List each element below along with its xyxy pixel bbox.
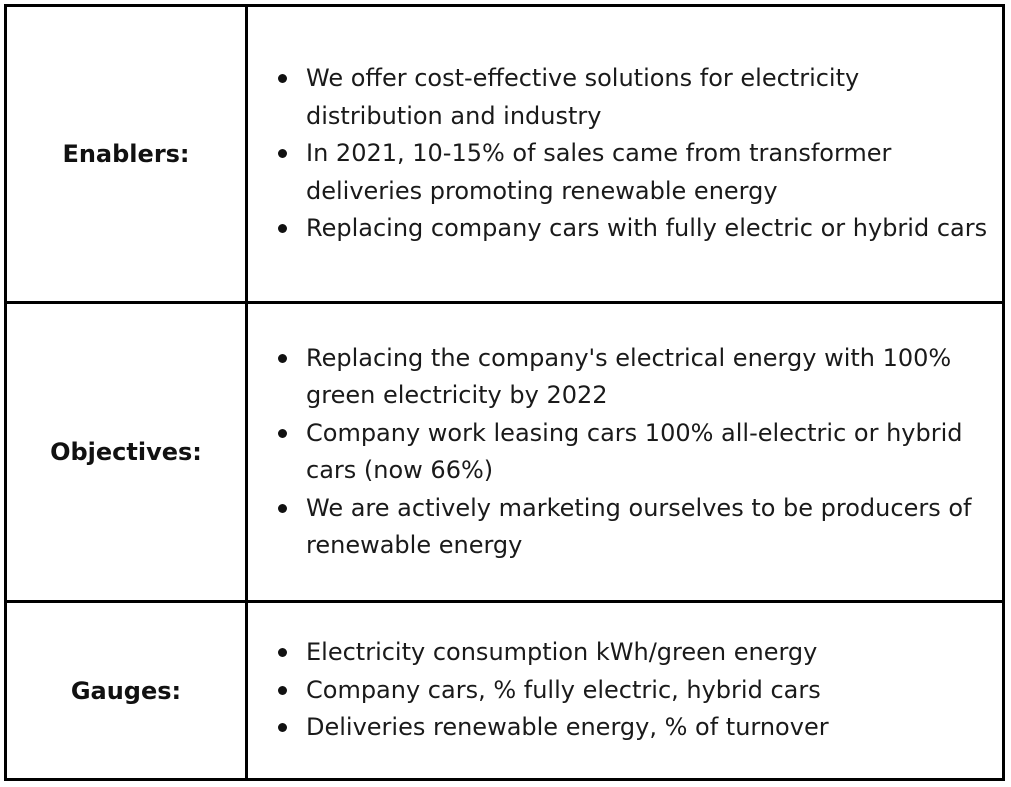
objectives-label: Objectives: (50, 438, 202, 466)
bullet-icon (278, 648, 287, 657)
gauges-label: Gauges: (70, 676, 182, 705)
list-item-text: We are actively marketing ourselves to be producers of renewable energy (306, 493, 972, 559)
list-item (276, 60, 992, 135)
enablers-label-cell (7, 7, 248, 304)
sustainability-table (4, 4, 1005, 781)
list-item-text: Replacing the company's electrical energy with 100% green electricity by 2022 (306, 343, 952, 409)
list-item (276, 634, 829, 672)
list-item-text: Deliveries renewable energy, % of turnover (306, 713, 829, 742)
list-item (276, 135, 992, 210)
objectives-content-cell (248, 304, 1002, 603)
bullet-icon (278, 74, 287, 83)
bullet-icon (278, 354, 287, 363)
gauges-label-cell (7, 603, 248, 778)
bullet-icon (278, 429, 287, 438)
bullet-icon (278, 723, 287, 732)
bullet-icon (278, 504, 287, 513)
bullet-icon (278, 149, 287, 158)
list-item-text: Replacing company cars with fully electric or hybrid cars (306, 214, 988, 243)
list-item-text: We offer cost-effective solutions for electricity distribution and industry (306, 64, 860, 130)
objectives-list (276, 340, 992, 565)
enablers-content-cell (248, 7, 1002, 304)
list-item-text: Company cars, % fully electric, hybrid cars (306, 675, 821, 704)
gauges-list (276, 634, 829, 747)
list-item-text: In 2021, 10-15% of sales came from transformer deliveries promoting renewable energy (306, 139, 892, 205)
list-item (276, 210, 992, 248)
enablers-list (276, 60, 992, 248)
enablers-label: Enablers: (62, 140, 190, 168)
objectives-label-cell (7, 304, 248, 603)
list-item (276, 340, 992, 415)
bullet-icon (278, 686, 287, 695)
list-item (276, 490, 992, 565)
bullet-icon (278, 224, 287, 233)
gauges-content-cell (248, 603, 1002, 778)
list-item-text: Company work leasing cars 100% all-electric or hybrid cars (now 66%) (306, 418, 963, 484)
list-item-text: Electricity consumption kWh/green energy (306, 638, 818, 667)
list-item (276, 672, 829, 710)
list-item (276, 415, 992, 490)
list-item (276, 709, 829, 747)
